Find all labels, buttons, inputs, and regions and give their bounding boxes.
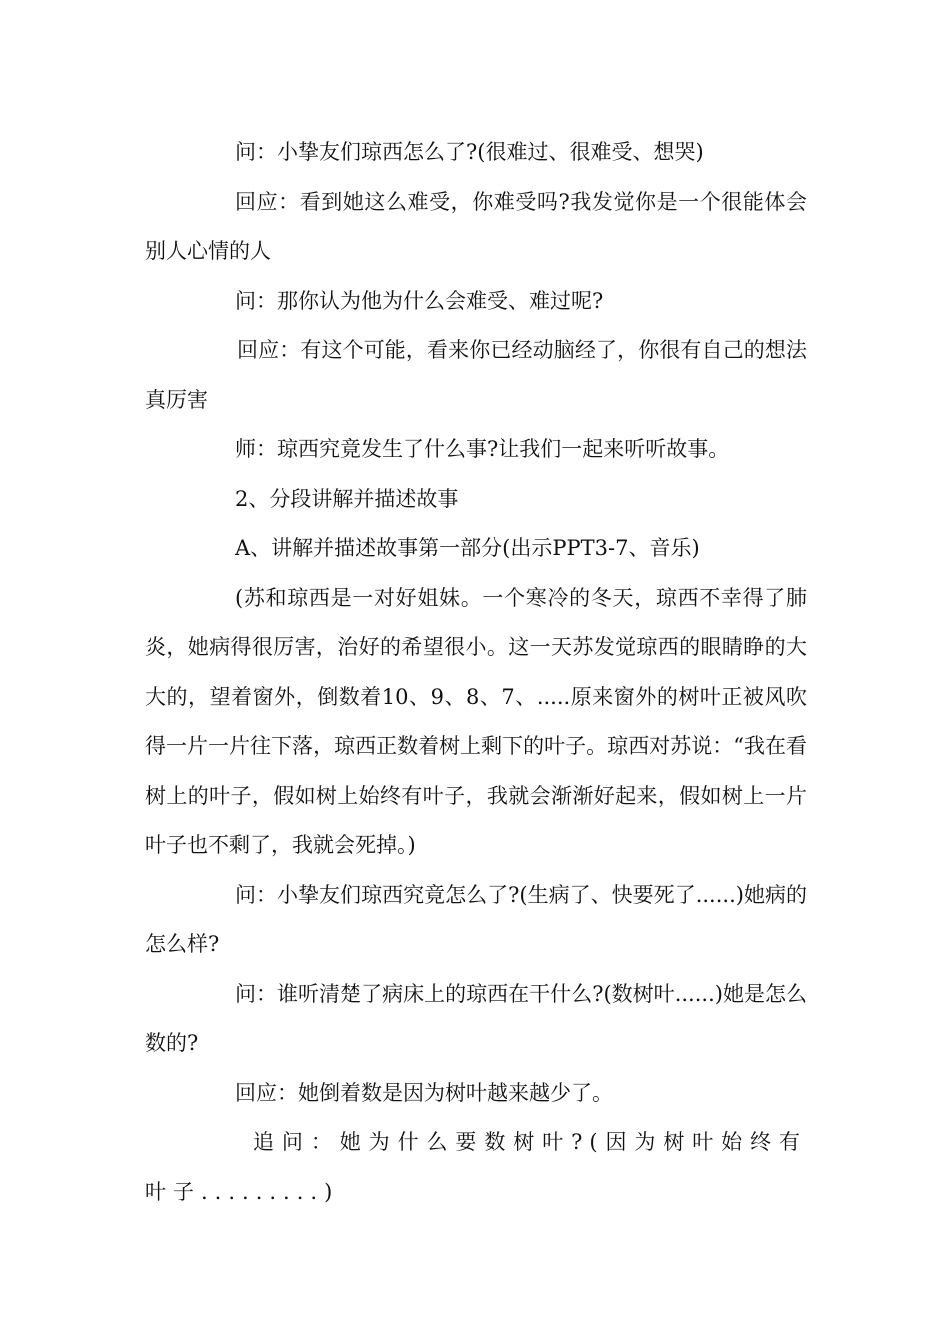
paragraph-followup-question: 追问：她为什么要数树叶?(因为树叶始终有叶子.........) [145, 1130, 807, 1204]
paragraph-story-part-1: (苏和琼西是一对好姐妹。一个寒冷的冬天，琼西不幸得了肺炎，她病得很厉害，治好的希望很小。这一天苏发觉琼西的眼睛睁的大大的，望着窗外，倒数着10、9、8、7、.....原来窗外的树叶正被风吹得一片一片往下落，琼西正数着树上剩下的叶子。琼西对苏说：“我在看树上的叶子，假如树上始终有叶子，我就会渐渐好起来，假如树上一片叶子也不剩了，我就会死掉。) [145, 585, 807, 857]
paragraph-question-2: 问：那你认为他为什么会难受、难过呢? [235, 288, 604, 313]
paragraph-question-3: 问：小挚友们琼西究竟怎么了?(生病了、快要死了......)她病的怎么样? [145, 882, 807, 956]
document-body [145, 128, 807, 1217]
paragraph-part-a-heading: A、讲解并描述故事第一部分(出示PPT3-7、音乐) [235, 536, 700, 560]
paragraph-response-3: 回应：她倒着数是因为树叶越来越少了。 [235, 1080, 613, 1105]
paragraph-question-4: 问：谁听清楚了病床上的琼西在干什么?(数树叶......)她是怎么数的? [145, 981, 807, 1055]
paragraph-section-heading: 2、分段讲解并描述故事 [235, 486, 459, 511]
paragraph-teacher: 师：琼西究竟发生了什么事?让我们一起来听听故事。 [235, 437, 730, 461]
paragraph-response-1: 回应：看到她这么难受，你难受吗?我发觉你是一个很能体会别人心情的人 [145, 189, 807, 263]
paragraph-question-1: 问：小挚友们琼西怎么了?(很难过、很难受、想哭) [235, 140, 704, 164]
paragraph-response-2: 回应：有这个可能，看来你已经动脑经了，你很有自己的想法真厉害 [145, 338, 807, 412]
